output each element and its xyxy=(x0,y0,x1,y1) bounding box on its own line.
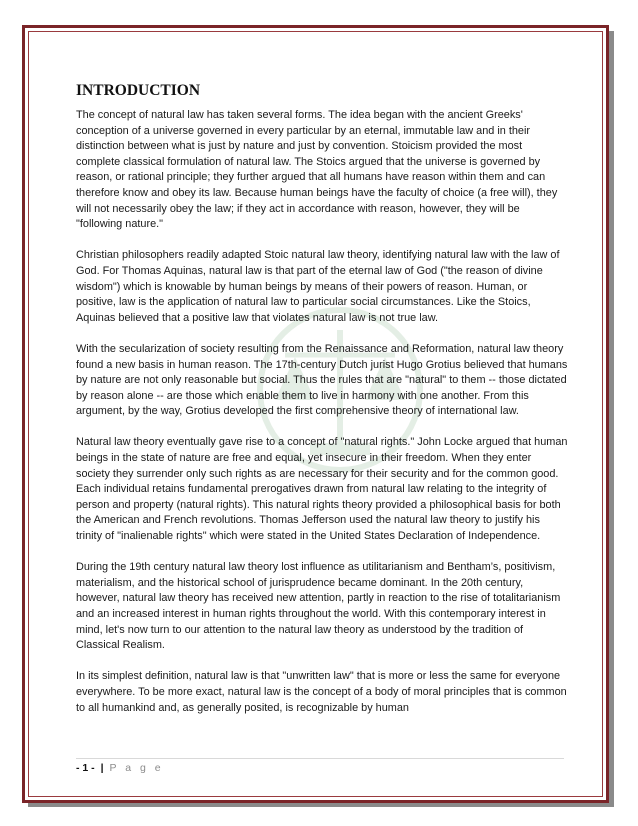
paragraph: Natural law theory eventually gave rise to a concept of "natural rights." John Locke argued that human beings in the state of nature are free and equal, yet insecure in their freedom. When they enter society they surrender only such rights as are necessary for their security and for the common good. Each individual retains fundamental prerogatives drawn from natural law relating to the integrity of person and property (natural rights). This natural rights theory provided a philosophical basis for both the American and French revolutions. Thomas Jefferson used the natural law theory to justify his trinity of "inalienable rights" which were stated in the United States Declaration of Independence. xyxy=(76,436,568,543)
page-number: - 1 - xyxy=(76,762,95,774)
page-border-shadow-right xyxy=(609,31,614,807)
paragraph: In its simplest definition, natural law is that "unwritten law" that is more or less the same for everyone everywhere. To be more exact, natural law is the concept of a body of moral principles that is common to all humankind and, as generally posited, is recognizable by human xyxy=(76,670,567,714)
paragraph: The concept of natural law has taken several forms. The idea began with the ancient Greeks' conception of a universe governed in every particular by an eternal, immutable law and in their distinction between what is just by nature and just by convention. Stoicism provided the most complete classical formulation of natural law. The Stoics argued that the universe is governed by reason, or rational principle; they further argued that all humans have reason within them and can therefore know and obey its law. Because human beings have the faculty of choice (a free will), they will not necessarily obey the law; if they act in accordance with reason, however, they will be "following nature." xyxy=(76,109,558,231)
paragraph: During the 19th century natural law theory lost influence as utilitarianism and Bentham’s, positivism, materialism, and the historical school of jurisprudence became dominant. In the 20th century, however, natural law theory has received new attention, partly in reaction to the rise of totalitarianism and an increased interest in human rights throughout the world. With this contemporary interest in mind, let's now turn to our attention to the natural law theory as understood by the tradition of Classical Realism. xyxy=(76,561,561,652)
section-heading: INTRODUCTION xyxy=(76,82,201,99)
page-label: P a g e xyxy=(109,762,164,774)
page-border-shadow-bottom xyxy=(28,803,614,807)
page-footer xyxy=(76,758,564,774)
document-body xyxy=(76,82,568,732)
footer-separator: | xyxy=(100,762,104,774)
paragraph: Christian philosophers readily adapted Stoic natural law theory, identifying natural law with the law of God. For Thomas Aquinas, natural law is that part of the eternal law of God ("the reason of divine wisdom") which is knowable by human beings by means of their powers of reason. Human, or positive, law is the application of natural law to particular social circumstances. Like the Stoics, Aquinas believed that a positive law that violates natural law is not true law. xyxy=(76,249,560,324)
paragraph: With the secularization of society resulting from the Renaissance and Reformation, natural law theory found a new basis in human reason. The 17th-century Dutch jurist Hugo Grotius believed that humans by nature are not only reasonable but social. Thus the rules that are "natural" to them -- those dictated by reason alone -- are those which enable them to live in harmony with one another. From this argument, by the way, Grotius developed the first comprehensive theory of international law. xyxy=(76,342,568,418)
